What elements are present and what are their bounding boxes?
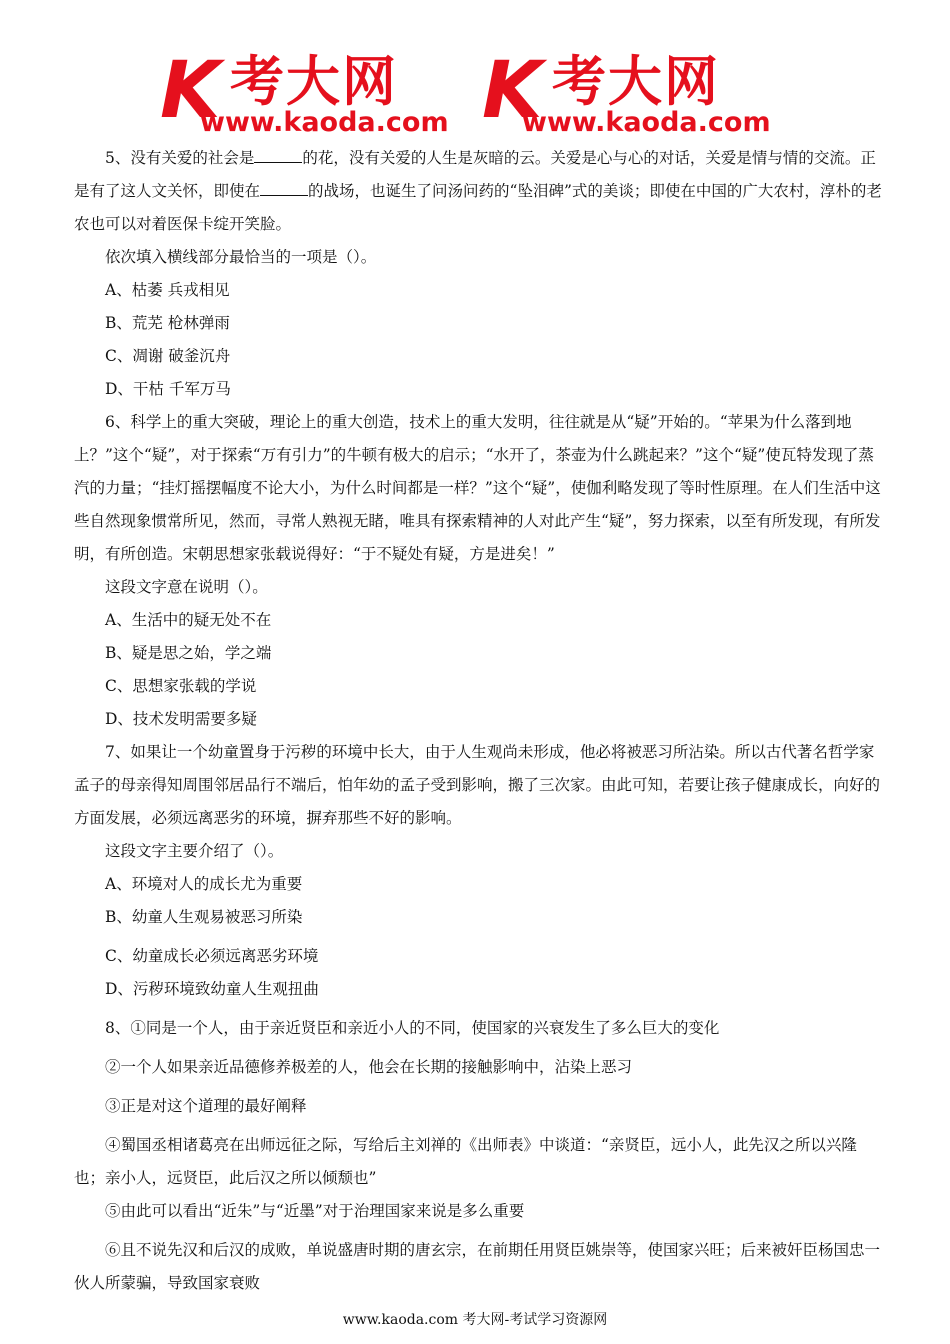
question-8-item: ⑤由此可以看出“近朱”与“近墨”对于治理国家来说是多么重要 [105, 1202, 525, 1220]
question-5-option: D、干枯 千军万马 [105, 380, 231, 398]
question-6-option: D、技术发明需要多疑 [105, 710, 257, 728]
question-5-prompt: 依次填入横线部分最恰当的一项是（）。 [105, 248, 377, 266]
question-7-prompt: 这段文字主要介绍了（）。 [105, 842, 284, 860]
question-5-option: B、荒芜 枪林弹雨 [105, 314, 230, 332]
question-7-stem: 7、如果让一个幼童置身于污秽的环境中长大，由于人生观尚未形成，他必将被恶习所沾染。所以古代著名哲学家孟子的母亲得知周围邻居品行不端后，怕年幼的孟子受到影响，搬了三次家。由此可知，若要让孩子健康成长，向好的方面发展，必须远离恶劣的环境，摒弃那些不好的影响。 [74, 743, 881, 827]
question-8-item: ②一个人如果亲近品德修养极差的人，他会在长期的接触影响中，沾染上恶习 [105, 1058, 633, 1076]
page-footer: www.kaoda.com 考大网-考试学习资源网 [342, 1312, 608, 1328]
question-7-option: A、环境对人的成长尤为重要 [105, 875, 303, 893]
page-header [160, 46, 810, 140]
kaoda-logo [482, 46, 802, 140]
kaoda-logo [160, 46, 480, 140]
question-6-option: A、生活中的疑无处不在 [105, 611, 272, 629]
logo-url: www.kaoda.com [522, 107, 771, 138]
fill-blank [254, 146, 302, 163]
question-8-item: ⑥且不说先汉和后汉的成败，单说盛唐时期的唐玄宗，在前期任用贤臣姚崇等，使国家兴旺；后来被奸臣杨国忠一伙人所蒙骗，导致国家衰败 [74, 1241, 881, 1292]
logo-name: 考大网 [552, 50, 720, 113]
logo-name: 考大网 [230, 50, 398, 113]
question-7-option: B、幼童人生观易被恶习所染 [105, 908, 303, 926]
question-6-option: C、思想家张载的学说 [105, 677, 257, 695]
logo-k-mark: K [160, 46, 217, 136]
logo-url: www.kaoda.com [200, 107, 449, 138]
question-8-item: 8、①同是一个人，由于亲近贤臣和亲近小人的不同，使国家的兴衰发生了多么巨大的变化 [105, 1019, 720, 1037]
fill-blank [260, 179, 308, 196]
question-5-option: A、枯萎 兵戎相见 [105, 281, 230, 299]
question-7-option: C、幼童成长必须远离恶劣环境 [105, 947, 319, 965]
question-5-option: C、凋谢 破釜沉舟 [105, 347, 231, 365]
document-body [74, 142, 884, 1300]
question-8-item: ③正是对这个道理的最好阐释 [105, 1097, 307, 1115]
question-8-item: ④蜀国丞相诸葛亮在出师远征之际，写给后主刘禅的《出师表》中谈道：“亲贤臣，远小人，此先汉之所以兴隆也；亲小人，远贤臣，此后汉之所以倾颓也” [74, 1136, 857, 1187]
question-7-option: D、污秽环境致幼童人生观扭曲 [105, 980, 319, 998]
question-6-stem: 6、科学上的重大突破，理论上的重大创造，技术上的重大发明，往往就是从“疑”开始的。“苹果为什么落到地上？”这个“疑”，对于探索“万有引力”的牛顿有极大的启示；“水开了，茶壶为什么跳起来？”这个“疑”使瓦特发现了蒸汽的力量；“挂灯摇摆幅度不论大小，为什么时间都是一样？”这个“疑”，使伽利略发现了等时性原理。在人们生活中这些自然现象惯常所见，然而，寻常人熟视无睹，唯具有探索精神的人对此产生“疑”，努力探索，以至有所发现，有所发明，有所创造。宋朝思想家张载说得好：“于不疑处有疑，方是进矣！” [74, 413, 881, 563]
question-5-stem: 5、没有关爱的社会是 的花，没有关爱的人生是灰暗的云。关爱是心与心的对话，关爱是情与情的交流。正是有了这人文关怀，即使在 的战场，也诞生了问汤问药的“坠泪碑”式的美谈；即使在中国的广大农村，淳朴的老农也可以对着医保卡绽开笑脸。 [74, 142, 884, 241]
question-6-prompt: 这段文字意在说明（）。 [105, 578, 268, 596]
logo-k-mark: K [482, 46, 539, 136]
question-6-option: B、疑是思之始，学之端 [105, 644, 272, 662]
